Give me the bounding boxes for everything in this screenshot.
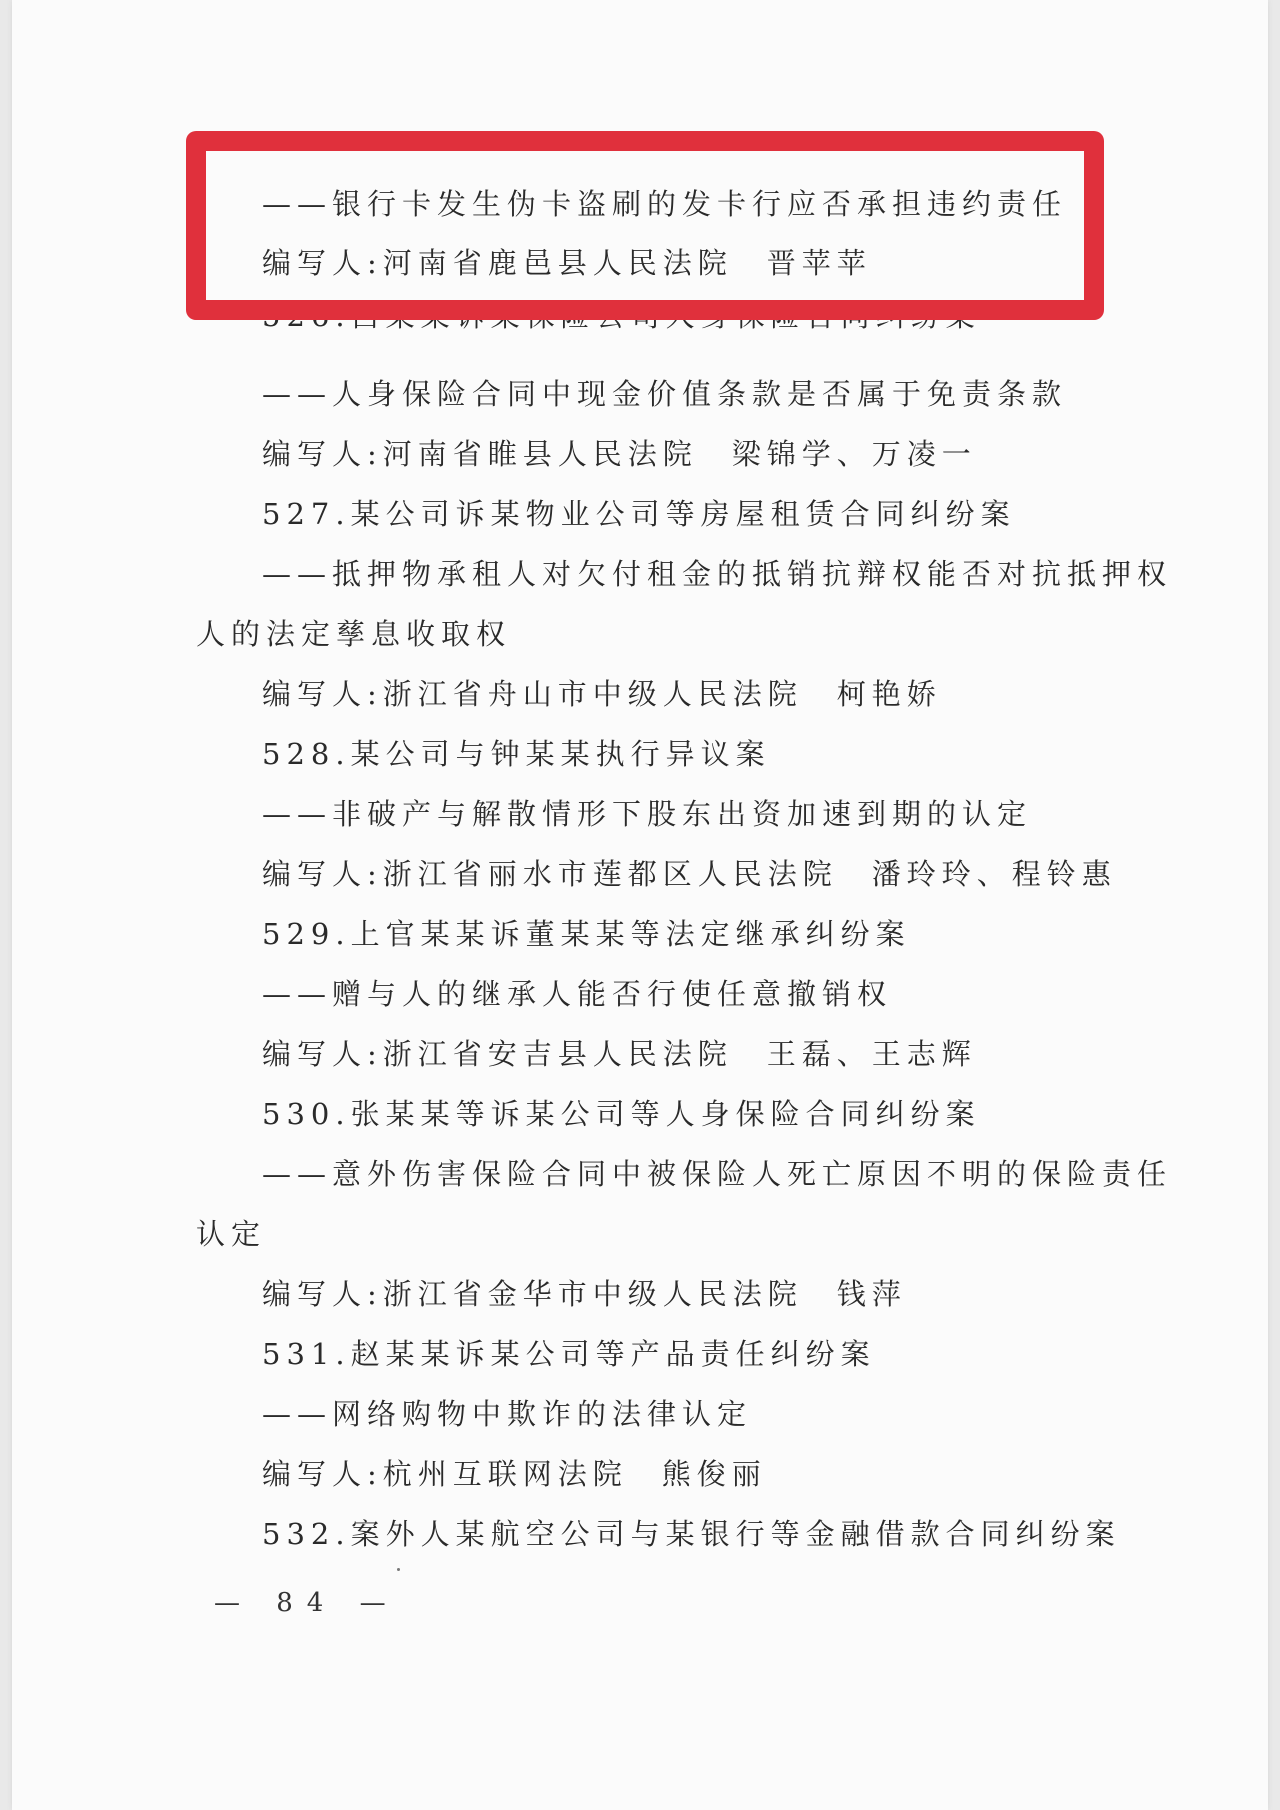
case-527-subtitle: ——抵押物承租人对欠付租金的抵销抗辩权能否对抗抵押权 <box>262 557 1173 591</box>
case-529-title: 529.上官某某诉董某某等法定继承纠纷案 <box>262 917 911 951</box>
case-526-author: 编写人:河南省睢县人民法院 梁锦学、万凌一 <box>262 437 977 471</box>
case-530-subtitle: ——意外伤害保险合同中被保险人死亡原因不明的保险责任 <box>262 1157 1173 1191</box>
case-531-title: 531.赵某某诉某公司等产品责任纠纷案 <box>262 1337 876 1371</box>
page-number: — 84 — <box>214 1588 400 1618</box>
highlighted-subtitle: ——银行卡发生伪卡盗刷的发卡行应否承担违约责任 <box>262 187 1068 221</box>
case-528-subtitle: ——非破产与解散情形下股东出资加速到期的认定 <box>262 797 1033 831</box>
case-529-author: 编写人:浙江省安吉县人民法院 王磊、王志辉 <box>262 1037 977 1071</box>
case-528-title: 528.某公司与钟某某执行异议案 <box>262 737 771 771</box>
highlighted-author: 编写人:河南省鹿邑县人民法院 晋苹苹 <box>262 246 872 280</box>
case-530-subtitle-cont: 认定 <box>196 1217 267 1251</box>
highlight-box <box>186 131 1104 320</box>
case-528-author: 编写人:浙江省丽水市莲都区人民法院 潘玲玲、程铃惠 <box>262 857 1117 891</box>
cut-off-case-title <box>262 318 942 336</box>
case-530-title: 530.张某某等诉某公司等人身保险合同纠纷案 <box>262 1097 981 1131</box>
case-532-title: 532.案外人某航空公司与某银行等金融借款合同纠纷案 <box>262 1517 1121 1551</box>
case-530-author: 编写人:浙江省金华市中级人民法院 钱萍 <box>262 1277 907 1311</box>
speck-dot <box>397 1568 400 1571</box>
case-526-subtitle: ——人身保险合同中现金价值条款是否属于免责条款 <box>262 377 1068 411</box>
case-527-author: 编写人:浙江省舟山市中级人民法院 柯艳娇 <box>262 677 942 711</box>
case-531-subtitle: ——网络购物中欺诈的法律认定 <box>262 1397 753 1431</box>
case-531-author: 编写人:杭州互联网法院 熊俊丽 <box>262 1457 767 1491</box>
document-page <box>12 0 1268 1810</box>
case-527-subtitle-cont: 人的法定孳息收取权 <box>196 617 512 651</box>
case-529-subtitle: ——赠与人的继承人能否行使任意撤销权 <box>262 977 893 1011</box>
case-527-title: 527.某公司诉某物业公司等房屋租赁合同纠纷案 <box>262 497 1016 531</box>
